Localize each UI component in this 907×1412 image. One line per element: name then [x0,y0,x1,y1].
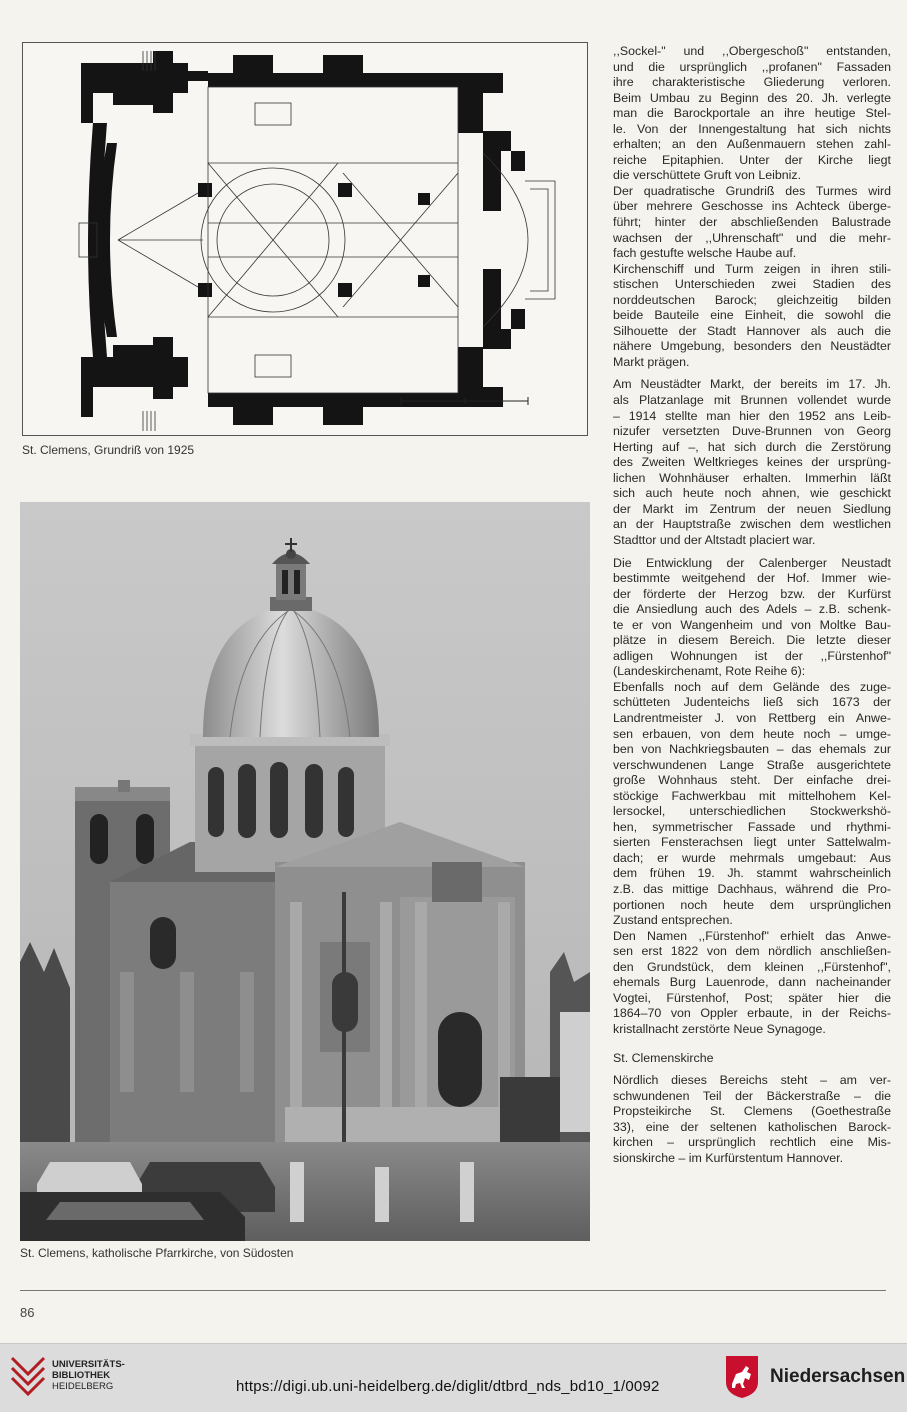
text-line: und die ursprünglich ,,profanen" Fassaden [613,59,891,74]
text-line: sen erst 1822 von dem nördlich anschließen- [613,944,891,959]
text-line: fach gestufte welsche Haube auf. [613,246,797,261]
text-line: Vogtei, Fürstenhof, Post; später hier die [613,990,891,1005]
text-line: adligen Wohnungen ist der ,,Fürstenhof" [613,648,891,663]
text-line: große Wohnhaus steht. Der einfache drei- [613,773,891,788]
text-line: dem frühen 19. Jh. stammt wahrscheinlich [613,866,891,881]
text-line: te er von Wangenheim und von Moltke Bau- [613,617,891,632]
text-line: portionen noch heute dem ursprünglichen [613,897,891,912]
text-line: Markt prägen. [613,354,690,369]
footer-rule [20,1290,886,1291]
paragraph-6 [613,680,891,929]
paragraph-1 [613,44,891,184]
paragraph-4 [613,377,891,548]
text-line: norddeutschen Barock; gleichzeitig bilden [613,292,891,307]
paragraph-5 [613,556,891,680]
text-line: man die Barockportale an ihre heutige Stel- [613,106,891,121]
text-line: dach; er wurde mehrmals umgebaut: Aus [613,850,891,865]
text-line: verschwundenen Lange Straße ausgerichtete [613,757,891,772]
text-line: an der Hauptstraße zwischen dem westlichen [613,517,891,532]
text-line: reiche Epitaphien. Unter der Kirche liegt [613,152,891,167]
text-line: Propsteikirche St. Clemens (Goethestraße [613,1104,891,1119]
text-line: Silhouette der Stadt Hannover als auch die [613,323,891,338]
university-line-2: BIBLIOTHEK [52,1370,111,1381]
text-line: sionskirche – im Kurfürstentum Hannover. [613,1150,844,1165]
text-line: führt; hinter der abschließenden Balustrade [613,215,891,230]
text-line: Nördlich dieses Bereichs steht – am ver- [613,1073,891,1087]
text-line: wachsen der ,,Uhrenschaft" und die mehr- [613,230,891,245]
text-line: Kirchenschiff und Turm zeigen in ihren stili- [613,261,891,276]
page-number: 86 [20,1305,35,1320]
text-line: schwundenen Teil der Bäckerstraße – die [613,1088,891,1103]
text-line: le. Von der Innengestaltung hat sich nichts [613,121,891,136]
text-line: stischen Unterschieden zwei Stadien des [613,277,891,292]
text-line: nähere Umgebung, besonders den Neustädter [613,339,891,354]
text-line: Stadttor und der Altstadt placiert war. [613,532,816,547]
text-line: 33), eine der seltenen katholischen Barock- [613,1119,891,1134]
floor-plan-figure [22,42,588,436]
text-line: der Markt im Zentrum der neuen Siedlung [613,501,891,516]
text-line: bestimmte weitgehend der Hof. Immer wie- [613,571,891,586]
text-line: Die Entwicklung der Calenberger Neustadt [613,555,891,570]
text-line: sierten Fensterachsen liegt unter Sattelwalm- [613,835,891,850]
university-logo-icon [8,1352,48,1398]
floor-plan-drawing [23,43,589,437]
text-line: sen erbauen, von dem heute noch – umge- [613,726,891,741]
text-line: Herting auf –, hat sich durch die Zerstörung [613,439,891,454]
text-column [613,44,891,1166]
text-line: z.B. das mittige Dachhaus, während die Pro- [613,881,891,896]
text-line: sich auch heute noch ahnen, wie geschickt [613,486,891,501]
text-line: plätze in diesem Bereich. Die letzte dieser [613,633,891,648]
text-line: Der quadratische Grundriß des Turmes wird [613,183,891,198]
text-line: ehemals Burg Lauenrode, dann nacheinander [613,975,891,990]
text-line: – 1914 stellte man hier den 1952 ans Leib- [613,408,891,423]
footer-bar [0,1343,907,1412]
text-line: stöckige Fachwerkbau mit mittelhohem Kel- [613,788,891,803]
text-line: kristallnacht zerstörte Neue Synagoge. [613,1021,826,1036]
church-photograph [20,502,590,1241]
text-line: Zustand entsprechen. [613,913,733,928]
text-line: Landrentmeister J. von Rettberg ein Anwe- [613,710,891,725]
page-url-link[interactable]: https://digi.ub.uni-heidelberg.de/diglit/dtbrd_nds_bd10_1/0092 [236,1378,660,1395]
university-line-1: UNIVERSITÄTS- [52,1359,125,1370]
text-line: ,,Sockel-" und ,,Obergeschoß" entstanden, [613,44,891,58]
paragraph-7 [613,929,891,1038]
text-line: nizufer versetzten Duve-Brunnen von Georg [613,424,891,439]
text-line: die Ansiedlung auch des Adels – z.B. schenk- [613,602,891,617]
floor-plan-caption: St. Clemens, Grundriß von 1925 [22,443,195,457]
text-line: Ebenfalls noch auf dem Gelände des zuge- [613,679,891,694]
text-line: Beim Umbau zu Beginn des 20. Jh. verlegte [613,90,891,105]
text-line: kirchen – ursprünglich rechtlich eine Mis- [613,1135,891,1150]
text-line: als Platzanlage mit Brunnen vollendet wurde [613,393,891,408]
text-line: schütteten Judenteichs ließ sich 1673 der [613,695,891,710]
university-line-3: HEIDELBERG [52,1381,114,1392]
text-line: die verschüttete Gruft von Leibniz. [613,168,802,183]
text-line: Am Neustädter Markt, der bereits im 17. Jh. [613,377,891,392]
university-name [52,1359,125,1392]
text-line: über mehrere Geschosse ins Achteck übergе- [613,199,891,214]
partner-name: Niedersachsen [770,1366,906,1387]
section-heading: St. Clemenskirche [613,1051,714,1066]
paragraph-3 [613,262,891,371]
text-line: der förderte der Herzog bzw. der Kurfürst [613,586,891,601]
text-line: den Grundstück, dem kleinen ,,Fürstenhof", [613,959,891,974]
text-line: erhalten; an den Außenmauern stehen zahl- [613,137,891,152]
paragraph-2 [613,184,891,262]
text-line: ihre charakteristische Gliederung verloren. [613,75,891,90]
niedersachsen-horse-icon [724,1354,760,1400]
text-line: beide Bauteile eine Einheit, die sowohl die [613,308,891,323]
text-line: ben von Nachkriegsbauten – das ehemals zur [613,742,891,757]
paragraph-8 [613,1073,891,1166]
text-line: lersockel, unterschiedlichen Stockwerkshö- [613,804,891,819]
photo-caption: St. Clemens, katholische Pfarrkirche, von Südosten [20,1246,294,1260]
text-line: des Zweiten Weltkrieges keines der ursprüng- [613,455,891,470]
text-line: 1864–70 von Oppler erbaute, in der Reichs- [613,1006,891,1021]
text-line: (Landeskirchenamt, Rote Reihe 6): [613,664,806,679]
text-line: Den Namen ,,Fürstenhof" erhielt das Anwe- [613,928,891,943]
text-line: hen, symmetrischer Fassade und rhythmi- [613,819,891,834]
church-photo-drawing [20,502,590,1241]
text-line: lichen Wohnhäuser erhalten. Immerhin läßt [613,470,891,485]
